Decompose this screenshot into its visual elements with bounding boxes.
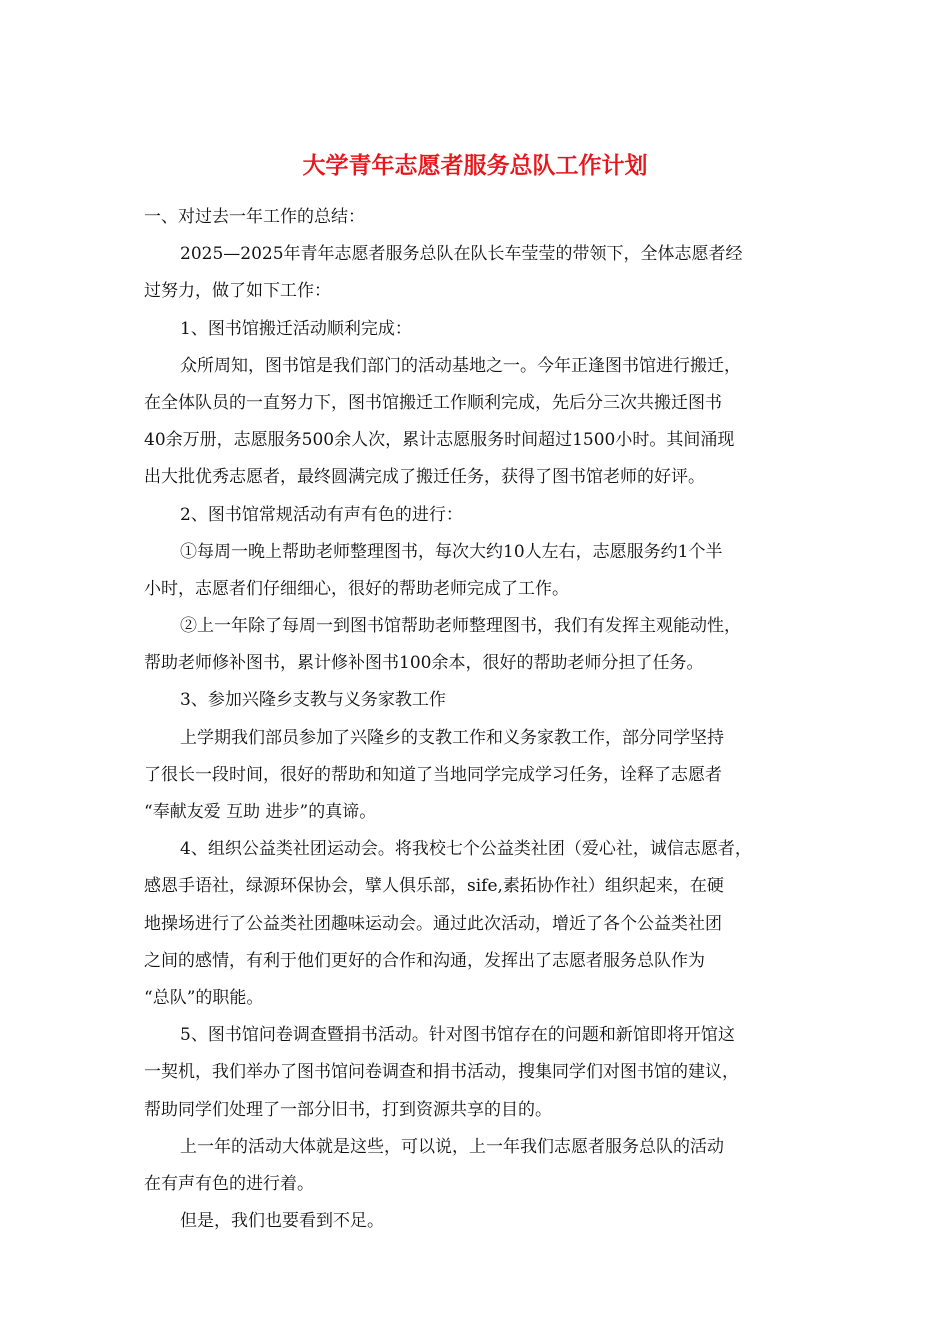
text-line: 感恩手语社，绿源环保协会，擘人俱乐部，sife,素拓协作社）组织起来，在硬	[144, 876, 724, 897]
text-line: 过努力，做了如下工作：	[144, 281, 331, 302]
text-line: 上学期我们部员参加了兴隆乡的支教工作和义务家教工作，部分同学坚持	[180, 727, 724, 748]
text-line: 了很长一段时间，很好的帮助和知道了当地同学完成学习任务，诠释了志愿者	[144, 764, 722, 785]
text-line: 帮助老师修补图书，累计修补图书100余本，很好的帮助老师分担了任务。	[144, 653, 704, 674]
text-line: “奉献友爱 互助 进步”的真谛。	[144, 802, 377, 822]
text-line: 出大批优秀志愿者，最终圆满完成了搬迁任务，获得了图书馆老师的好评。	[144, 467, 705, 488]
text-line: 帮助同学们处理了一部分旧书，打到资源共享的目的。	[144, 1099, 552, 1120]
text-line: 之间的感情，有利于他们更好的合作和沟通，发挥出了志愿者服务总队作为	[144, 950, 705, 971]
text-line: 在有声有色的进行着。	[144, 1173, 314, 1194]
text-line: 1、图书馆搬迁活动顺利完成：	[180, 318, 412, 339]
text-line: 4、组织公益类社团运动会。将我校七个公益类社团（爱心社，诚信志愿者，	[180, 839, 752, 860]
document-body	[144, 199, 814, 1240]
text-line: 2、图书馆常规活动有声有色的进行：	[180, 504, 463, 525]
text-line: 小时，志愿者们仔细细心，很好的帮助老师完成了工作。	[144, 578, 569, 599]
text-line: 地操场进行了公益类社团趣味运动会。通过此次活动，增近了各个公益类社团	[144, 913, 722, 934]
text-line: ①每周一晚上帮助老师整理图书，每次大约10人左右，志愿服务约1个半	[180, 541, 723, 562]
text-line: 40余万册，志愿服务500余人次，累计志愿服务时间超过1500小时。其间涌现	[144, 430, 735, 451]
text-line: 2025—2025年青年志愿者服务总队在队长车莹莹的带领下，全体志愿者经	[180, 244, 743, 265]
text-line: 3、参加兴隆乡支教与义务家教工作	[180, 690, 446, 711]
text-line: 众所周知，图书馆是我们部门的活动基地之一。今年正逢图书馆进行搬迁，	[180, 355, 741, 376]
document-title: 大学青年志愿者服务总队工作计划	[302, 153, 648, 179]
text-line: 5、图书馆问卷调查暨捐书活动。针对图书馆存在的问题和新馆即将开馆这	[180, 1025, 735, 1046]
text-line: 在全体队员的一直努力下，图书馆搬迁工作顺利完成，先后分三次共搬迁图书	[144, 392, 722, 413]
text-line: 上一年的活动大体就是这些，可以说，上一年我们志愿者服务总队的活动	[180, 1136, 724, 1157]
text-line: 一契机，我们举办了图书馆问卷调查和捐书活动，搜集同学们对图书馆的建议，	[144, 1062, 739, 1083]
text-line: ②上一年除了每周一到图书馆帮助老师整理图书，我们有发挥主观能动性，	[180, 616, 741, 637]
text-line: 但是，我们也要看到不足。	[180, 1211, 384, 1232]
text-line: 一、对过去一年工作的总结：	[144, 207, 365, 227]
text-line: “总队”的职能。	[144, 987, 264, 1008]
